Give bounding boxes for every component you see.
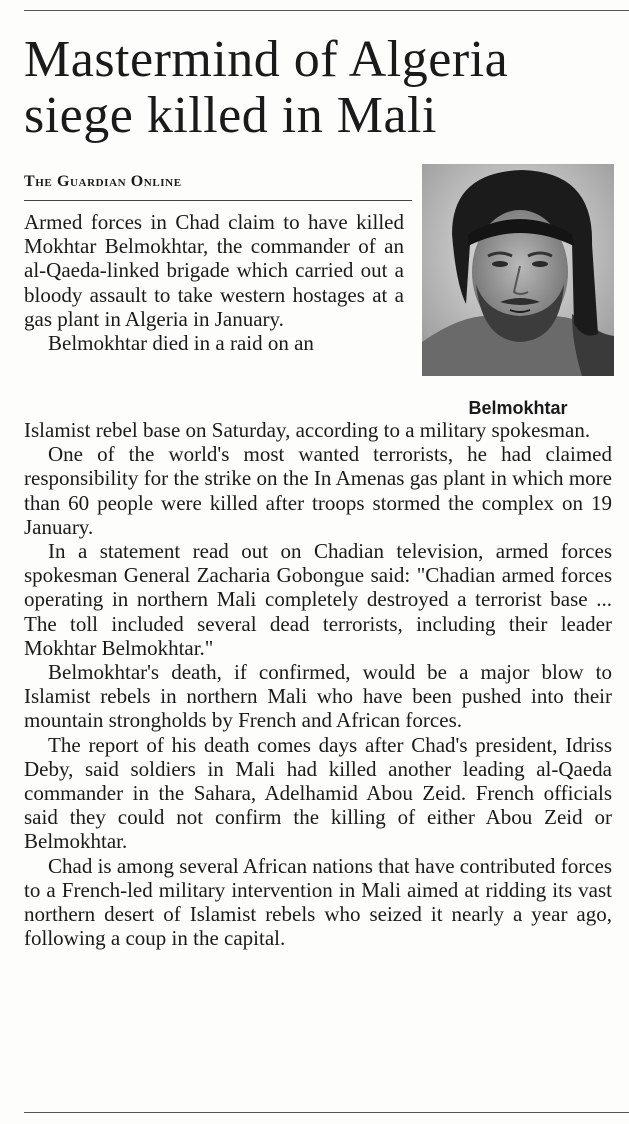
portrait-photo-icon [422,164,614,376]
bottom-rule [24,1112,629,1113]
article-paragraph: In a statement read out on Chadian television, armed forces spokesman General Zacharia Gobongue said: "Chadian armed forces operating in northern Mali completely destroyed a terrorist base ... The toll included several dead terrorists, including their leader Mokhtar Belmokhtar." [24,539,612,660]
full-column [24,418,612,950]
portrait-photo [422,164,614,376]
article-paragraph: Belmokhtar's death, if confirmed, would be a major blow to Islamist rebels in northern Mali who have been pushed into their mountain strongholds by French and African forces. [24,660,612,733]
article-paragraph: Chad is among several African nations that have contributed forces to a French-led military intervention in Mali aimed at ridding its vast northern desert of Islamist rebels who seized it nearly a year ago, following a coup in the capital. [24,853,612,951]
article-paragraph [24,331,404,355]
article-paragraph: Islamist rebel base on Saturday, according to a military spokesman. [24,418,591,442]
photo-caption: Belmokhtar [468,398,568,418]
paragraph-lead-line: Belmokhtar died in a raid on an [48,331,314,356]
article-paragraph: The report of his death comes days after Chad's president, Idriss Deby, said soldiers in Mali had killed another leading al-Qaeda commander in the Sahara, Adelhamid Abou Zeid. French officials said they could not confirm the killing of either Abou Zeid or Belmokhtar. [24,732,612,854]
top-rule [24,10,629,11]
article-paragraph: Armed forces in Chad claim to have killed Mokhtar Belmokhtar, the commander of an al-Qaeda-linked brigade which carried out a bloody assault to take western hostages at a gas plant in Algeria in January. [24,210,404,331]
source-byline: The Guardian Online [24,172,412,201]
headline: Mastermind of Algeria siege killed in Mali [24,31,509,144]
narrow-column [24,210,404,355]
article-paragraph: One of the world's most wanted terrorists, he had claimed responsibility for the strike on the In Amenas gas plant in which more than 60 people were killed after troops stormed the complex on 19 January. [24,442,612,539]
